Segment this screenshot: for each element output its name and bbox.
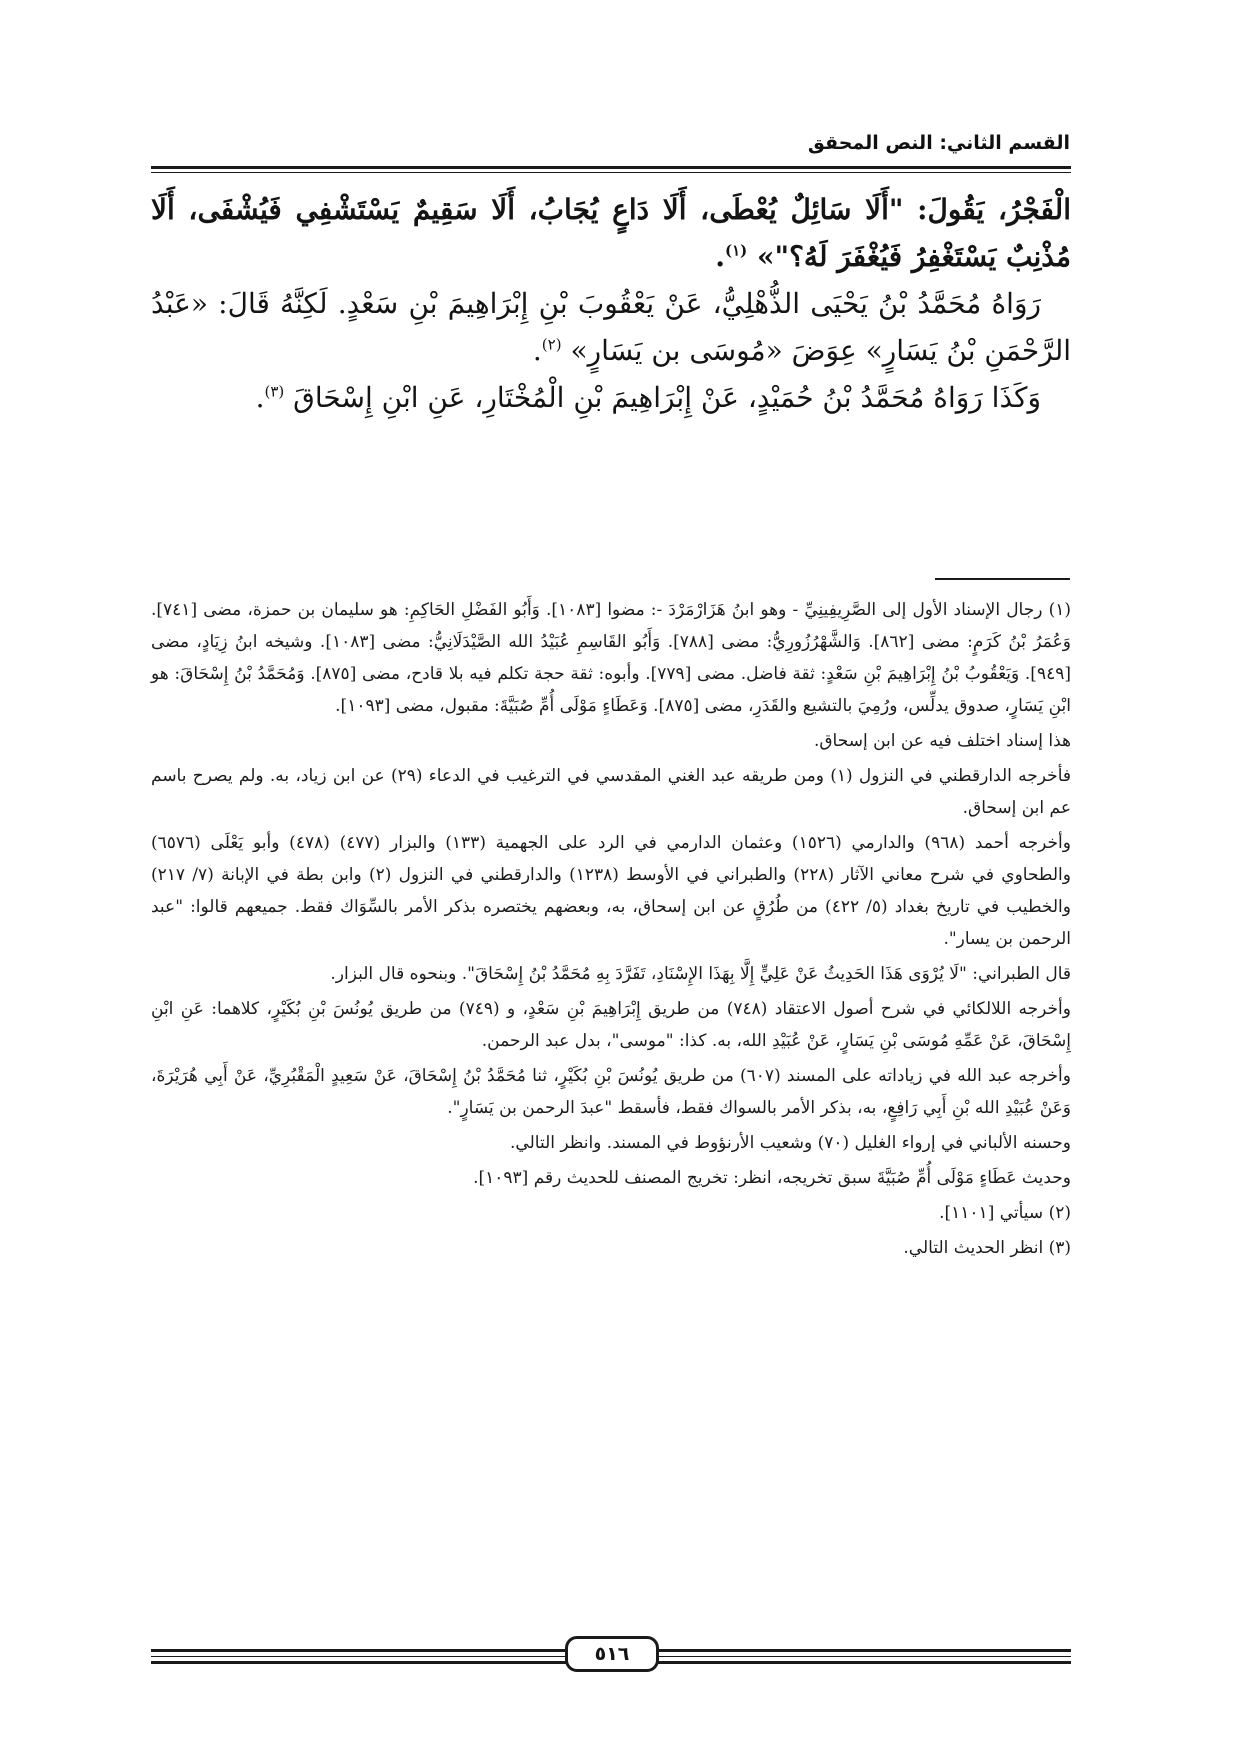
footnote-paragraph: وأخرجه أحمد (٩٦٨) والدارمي (١٥٢٦) وعثمان الدارمي في الرد على الجهمية (١٣٣) والبزار (٤٧٧) (٤٧٨) وأبو يَعْلَى (٦٥٧٦) والطحاوي في شرح معاني الآثار (٢٢٨) والطبراني في الأوسط (١٢٣٨) والدارقطني في النزول (٢) وابن بطة في الإبانة (٧/ ٢١٧) والخطيب في تاريخ بغداد (٥/ ٤٢٢) من طُرُقٍ عن ابن إسحاق، به، وبعضهم يختصره بذكر الأمر بالسِّوَاك فقط. جميعهم قالوا: "عبد الرحمن بن يسار". — [151, 833, 1071, 949]
narration-paragraph-2 — [151, 374, 1071, 421]
page-number: ٥١٦ — [565, 1636, 659, 1672]
footnote-paragraph: وحسنه الألباني في إرواء الغليل (٧٠) وشعيب الأرنؤوط في المسند. وانظر التالي. — [510, 1133, 1071, 1153]
footnote-separator — [935, 578, 1070, 580]
hadith-end: . — [715, 240, 725, 273]
running-header: القسم الثاني: النص المحقق — [807, 132, 1070, 154]
footnote-paragraph: (٢) سيأتي [١١٠١]. — [939, 1203, 1071, 1223]
footnotes-section — [151, 594, 1071, 1267]
narration-text-1: رَوَاهُ مُحَمَّدُ بْنُ يَحْيَى الذُّهْلِيُّ، عَنْ يَعْقُوبَ بْنِ إِبْرَاهِيمَ بْنِ سَعْدٍ. لَكِنَّهُ قَالَ: «عَبْدُ الرَّحْمَنِ بْنُ يَسَارٍ» عِوَضَ «مُوسَى بن يَسَارٍ» — [151, 287, 1071, 367]
footnote-paragraph: (١) رجال الإسناد الأول إلى الصَّرِيفِينِيِّ - وهو ابنُ هَزَارْمَرْدَ -: مضوا [١٠٨٣]. وَأَبُو الفَضْلِ الحَاكِمِ: هو سليمان بن حمزة، مضى [٧٤١]. وَعُمَرُ بْنُ كَرَمٍ: مضى [٨٦٢]. وَالشَّهْرُزُورِيُّ: مضى [٧٨٨]. وَأَبُو القَاسِمِ عُبَيْدُ الله الصَّيْدَلَانِيُّ: مضى [١٠٨٣]. وشيخه ابنُ زِيَادٍ، مضى [٩٤٩]. وَيَعْقُوبُ بْنُ إِبْرَاهِيمَ بْنِ سَعْدٍ: ثقة فاضل. مضى [٧٧٩]. وأبوه: ثقة حجة تكلم فيه بلا قادح، مضى [٨٧٥]. وَمُحَمَّدُ بْنُ إِسْحَاقَ: هو ابْنِ يَسَارٍ، صدوق يدلِّس، ورُمِيَ بالتشيع والقَدَرِ، مضى [٨٧٥]. وَعَطَاءٍ مَوْلَى أُمِّ صُبَيَّةَ: مقبول، مضى [١٠٩٣]. — [151, 600, 1071, 716]
footnote-paragraph: وحديث عَطَاءٍ مَوْلَى أُمِّ صُبَيَّةَ سبق تخريجه، انظر: تخريج المصنف للحديث رقم [١٠٩٣]. — [473, 1168, 1071, 1188]
footnote-paragraph: قال الطبراني: "لَا يُرْوَى هَذَا الحَدِيثُ عَنْ عَلِيٍّ إِلَّا بِهَذَا الإِسْنَادِ، تَفَرَّدَ بِهِ مُحَمَّدُ بْنُ إِسْحَاقَ". وبنحوه قال البزار. — [330, 964, 1071, 984]
footnote-paragraph: وأخرجه اللالكائي في شرح أصول الاعتقاد (٧٤٨) من طريق إِبْرَاهِيمَ بْنِ سَعْدٍ، و (٧٤٩) من طريق يُونُسَ بْنِ بُكَيْرٍ، كلاهما: عَنِ ابْنِ إِسْحَاقَ، عَنْ عَمِّهِ مُوسَى بْنِ يَسَارٍ، عَنْ عُبَيْدِ الله، به. كذا: "موسى"، بدل عبد الرحمن. — [151, 999, 1071, 1051]
footnote-paragraph: فأخرجه الدارقطني في النزول (١) ومن طريقه عبد الغني المقدسي في الترغيب في الدعاء (٢٩) عن ابن زياد، به. ولم يصرح باسم عم ابن إسحاق. — [151, 766, 1071, 818]
narration-end-2: . — [255, 381, 265, 414]
footnote-ref-3: (٣) — [264, 382, 285, 401]
main-text-body — [151, 186, 1071, 421]
narration-text-2: وَكَذَا رَوَاهُ مُحَمَّدُ بْنُ حُمَيْدٍ، عَنْ إِبْرَاهِيمَ بْنِ الْمُخْتَارِ، عَنِ ابْنِ إِسْحَاقَ — [293, 381, 1041, 414]
narration-end-1: . — [532, 334, 542, 367]
header-divider — [151, 166, 1071, 173]
hadith-paragraph — [151, 186, 1071, 280]
narration-paragraph-1 — [151, 280, 1071, 374]
footnote-ref-2: (٢) — [541, 335, 562, 354]
hadith-text: الْفَجْرُ، يَقُولَ: "أَلَا سَائِلٌ يُعْطَى، أَلَا دَاعٍ يُجَابُ، أَلَا سَقِيمٌ يَسْتَشْفِي فَيُشْفَى، أَلَا مُذْنِبٌ يَسْتَغْفِرُ فَيُغْفَرَ لَهُ؟"» — [151, 193, 1071, 273]
footnote-paragraph: (٣) انظر الحديث التالي. — [903, 1238, 1071, 1258]
footnote-ref-1: (١) — [724, 241, 748, 260]
footnote-paragraph: وأخرجه عبد الله في زياداته على المسند (٦٠٧) من طريق يُونُسَ بْنِ بُكَيْرٍ، ثنا مُحَمَّدُ بْنُ إِسْحَاقَ، عَنْ سَعِيدٍ الْمَقْبُرِيِّ، عَنْ أَبِي هُرَيْرَةَ، وَعَنْ عُبَيْدِ الله بْنِ أَبِي رَافِعٍ، به، بذكر الأمر بالسواك فقط، فأسقط "عبدَ الرحمن بن يَسَارٍ". — [151, 1066, 1071, 1118]
footnote-paragraph: هذا إسناد اختلف فيه عن ابن إسحاق. — [813, 731, 1071, 751]
